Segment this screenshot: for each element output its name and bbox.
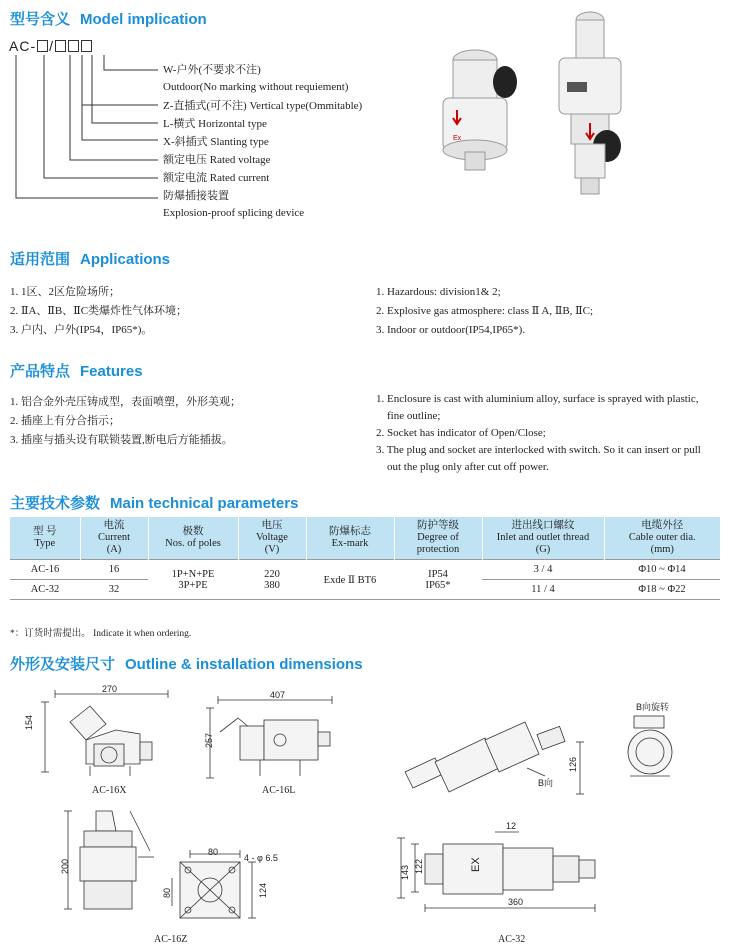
product-photo-socket: [425, 40, 525, 180]
model-heading-en: Model implication: [80, 11, 207, 28]
params-heading-cn: 主要技术参数: [10, 495, 101, 512]
th-exmark: 防爆标志 Ex-mark: [306, 517, 394, 560]
cell-cable: Φ10 ~ Φ14: [604, 560, 720, 580]
params-header-row: [10, 517, 720, 560]
features-cn-item: 2. 插座上有分合指示；: [10, 415, 120, 427]
dim-80-side: 80: [162, 887, 172, 898]
model-item-device-cn: 防爆插接装置: [163, 190, 229, 202]
dim-270: 270: [102, 684, 118, 694]
dim-ex-label: EX: [470, 857, 482, 872]
features-en-item: out the plug only after cut off power.: [387, 461, 549, 473]
cell-protection: IP54 IP65*: [394, 560, 482, 600]
th-voltage: 电压 Voltage (V): [238, 517, 306, 560]
drawing-ac16x: [30, 682, 180, 782]
features-en-item: fine outline;: [387, 410, 441, 422]
model-item-voltage: 额定电压 Rated voltage: [163, 154, 271, 166]
model-item-device-en: Explosion-proof splicing device: [163, 207, 305, 219]
th-thread: 进出线口螺纹 Inlet and outlet thread (G): [482, 517, 604, 560]
applications-en-item: 1. Hazardous: division1& 2;: [376, 286, 501, 298]
dim-257: 257: [204, 732, 214, 748]
th-protection: 防护等级 Degree of protection: [394, 517, 482, 560]
applications-heading-cn: 适用范围: [10, 251, 71, 268]
dim-122: 122: [414, 858, 424, 874]
product-photo-plug: [545, 8, 635, 198]
model-item-device: [163, 188, 304, 222]
cell-thread: 3 / 4: [482, 560, 604, 580]
dim-126: 126: [568, 756, 578, 772]
cell-type: AC-16: [10, 560, 80, 580]
outline-heading: [10, 653, 363, 674]
applications-heading-en: Applications: [80, 251, 171, 268]
cell-current: 32: [80, 580, 148, 600]
params-table: [10, 517, 720, 600]
model-item-x: X-斜插式 Slanting type: [163, 136, 269, 148]
applications-en-item: 3. Indoor or outdoor(IP54,IP65*).: [376, 324, 526, 336]
applications-cn-item: 3. 户内、户外(IP54，IP65*)。: [10, 324, 153, 336]
dim-b-direction: B向: [538, 778, 554, 788]
applications-en: [376, 283, 593, 340]
model-item-l: L-横式 Horizontal type: [163, 118, 267, 130]
features-heading-en: Features: [80, 363, 143, 380]
code-sep: /: [49, 38, 55, 54]
features-en: [376, 391, 701, 476]
applications-heading: [10, 248, 170, 269]
features-heading-cn: 产品特点: [10, 363, 71, 380]
dim-b-rotate: B向旋转: [636, 702, 670, 712]
table-row: [10, 560, 720, 580]
th-type: 型 号 Type: [10, 517, 80, 560]
applications-cn-item: 2. ⅡA、ⅡB、ⅡC类爆炸性气体环境；: [10, 305, 188, 317]
features-heading: [10, 360, 143, 381]
caption-ac16x: AC-16X: [92, 785, 127, 796]
params-heading-en: Main technical parameters: [110, 495, 299, 512]
cell-current: 16: [80, 560, 148, 580]
outline-heading-cn: 外形及安装尺寸: [10, 656, 116, 673]
applications-en-item: 2. Explosive gas atmosphere: class Ⅱ A, ⅡB, ⅡC;: [376, 305, 594, 317]
cell-cable: Φ18 ~ Φ22: [604, 580, 720, 600]
th-current: 电流 Current (A): [80, 517, 148, 560]
features-cn-item: 1. 铝合金外壳压铸成型，表面喷塑，外形美观；: [10, 396, 241, 408]
model-item-w-cn: W-户外(不要求不注): [163, 64, 261, 76]
model-item-w: [163, 62, 348, 96]
cell-type: AC-32: [10, 580, 80, 600]
dim-154: 154: [24, 714, 34, 730]
dim-200: 200: [60, 858, 70, 874]
dim-360: 360: [508, 897, 524, 907]
model-item-current: 额定电流 Rated current: [163, 172, 270, 184]
params-note: *：订货时需提出。 Indicate it when ordering.: [10, 629, 192, 639]
photo-ex-label: Ex: [453, 135, 462, 142]
features-cn-item: 3. 插座与插头设有联锁装置,断电后方能插拔。: [10, 434, 233, 446]
features-en-item: 3. The plug and socket are interlocked with switch. So it can insert or pull: [376, 444, 701, 456]
drawing-ac16z: [60, 805, 170, 925]
th-poles: 极数 Nos. of poles: [148, 517, 238, 560]
cell-thread: 11 / 4: [482, 580, 604, 600]
cell-poles: 1P+N+PE 3P+PE: [148, 560, 238, 600]
model-item-z: Z-直插式(可不注) Vertical type(Ommitable): [163, 100, 363, 112]
drawing-ac32-side: [395, 712, 595, 802]
drawing-ac32-front: [395, 818, 605, 918]
params-heading: [10, 492, 298, 513]
dim-124: 124: [258, 882, 268, 898]
cell-exmark: Exde Ⅱ BT6: [306, 560, 394, 600]
drawing-ac16l: [200, 692, 340, 782]
caption-ac32: AC-32: [498, 934, 526, 945]
model-leader-lines: [0, 0, 170, 215]
dim-80-top: 80: [208, 847, 219, 857]
outline-heading-en: Outline & installation dimensions: [125, 656, 363, 673]
dim-407: 407: [270, 690, 286, 700]
model-heading-cn: 型号含义: [10, 11, 71, 28]
dim-143: 143: [400, 864, 410, 880]
model-item-w-en: Outdoor(No marking without requiement): [163, 81, 349, 93]
th-cable: 电缆外径 Cable outer dia. (mm): [604, 517, 720, 560]
code-prefix: AC-: [9, 38, 37, 54]
dim-holes: 4 - φ 6.5: [244, 853, 278, 863]
drawing-b-rotate: [620, 712, 680, 784]
features-en-item: 1. Enclosure is cast with aluminium alloy, surface is sprayed with plastic,: [376, 393, 699, 405]
features-en-item: 2. Socket has indicator of Open/Close;: [376, 427, 546, 439]
cell-voltage: 220 380: [238, 560, 306, 600]
applications-cn: [10, 283, 187, 340]
features-cn: [10, 393, 241, 450]
applications-cn-item: 1. 1区、2区危险场所；: [10, 286, 120, 298]
caption-ac16l: AC-16L: [262, 785, 296, 796]
caption-ac16z: AC-16Z: [154, 934, 188, 945]
dim-12: 12: [506, 821, 517, 831]
